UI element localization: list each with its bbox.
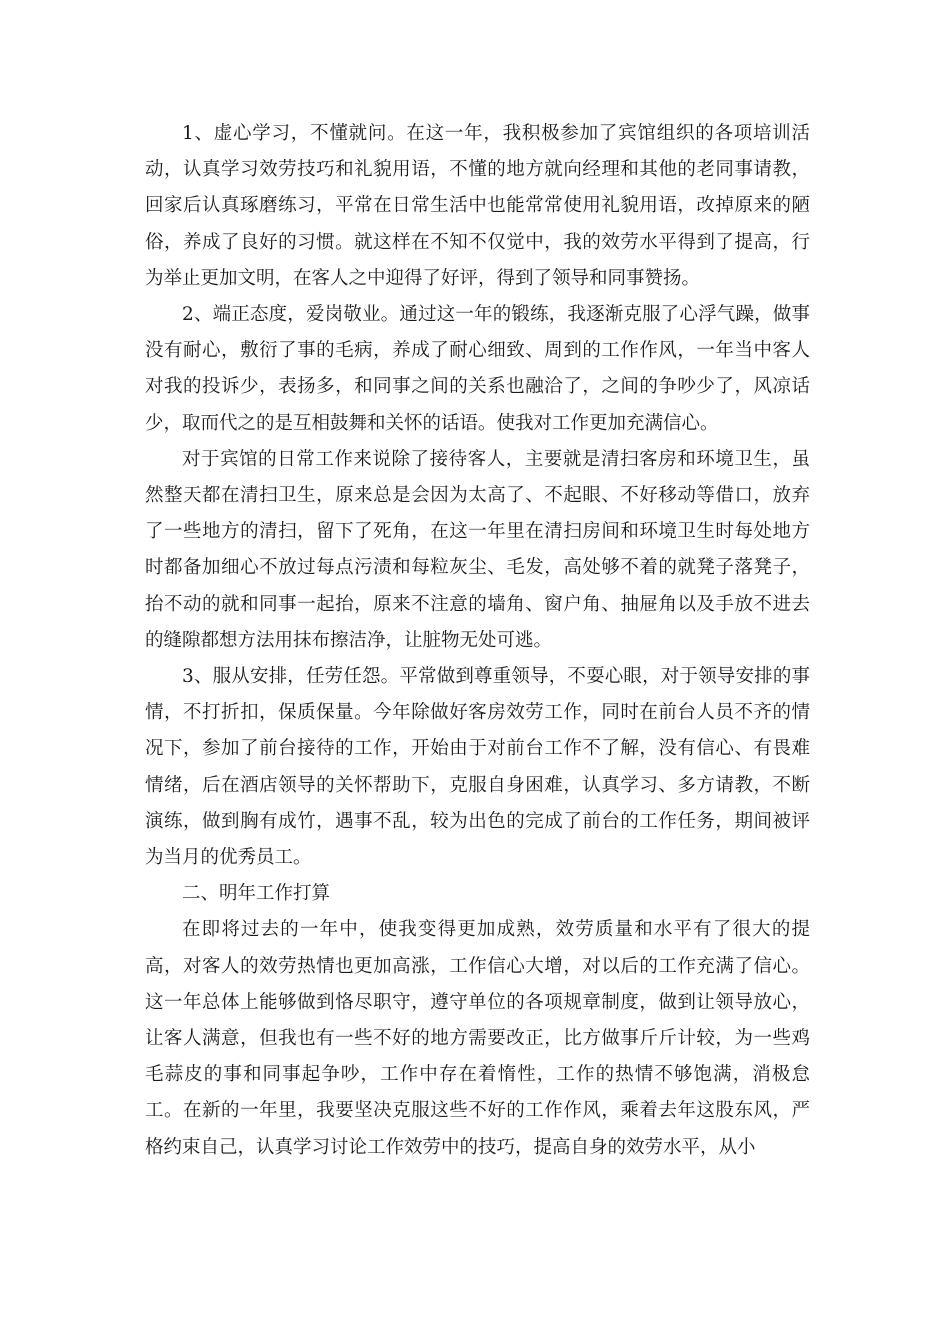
paragraph-daily-cleaning: 对于宾馆的日常工作来说除了接待客人，主要就是清扫客房和环境卫生，虽然整天都在清扫卫生，原来总是会因为太高了、不起眼、不好移动等借口，放弃了一些地方的清扫，留下了死角，在这一年里在清扫房间和环境卫生时每处地方时都备加细心不放过每点污渍和每粒灰尘、毛发，高处够不着的就凳子落凳子，抬不动的就和同事一起抬，原来不注意的墙角、窗户角、抽屉角以及手放不进去的缝隙都想方法用抹布擦洁净，让脏物无处可逃。 bbox=[145, 448, 810, 651]
paragraph-learning: 1、虚心学习，不懂就问。在这一年，我积极参加了宾馆组织的各项培训活动，认真学习效劳技巧和礼貌用语，不懂的地方就向经理和其他的老同事请教，回家后认真琢磨练习，平常在日常生活中也能常常使用礼貌用语，改掉原来的陋俗，养成了良好的习惯。就这样在不知不仅觉中，我的效劳水平得到了提高，行为举止更加文明，在客人之中迎得了好评，得到了领导和同事赞扬。 bbox=[145, 123, 810, 289]
paragraph-attitude: 2、端正态度，爱岗敬业。通过这一年的锻练，我逐渐克服了心浮气躁，做事没有耐心，敷衍了事的毛病，养成了耐心细致、周到的工作作风，一年当中客人对我的投诉少，表扬多，和同事之间的关系也融洽了，之间的争吵少了，风凉话少，取而代之的是互相鼓舞和关怀的话语。使我对工作更加充满信心。 bbox=[145, 304, 810, 434]
paragraph-obedience: 3、服从安排，任劳任怨。平常做到尊重领导，不耍心眼，对于领导安排的事情，不打折扣，保质保量。今年除做好客房效劳工作，同时在前台人员不齐的情况下，参加了前台接待的工作，开始由于对前台工作不了解，没有信心、有畏难情绪，后在酒店领导的关怀帮助下，克服自身困难，认真学习、多方请教，不断演练，做到胸有成竹，遇事不乱，较为出色的完成了前台的工作任务，期间被评为当月的优秀员工。 bbox=[145, 666, 810, 869]
section-heading-next-year-plan: 二、明年工作打算 bbox=[182, 883, 331, 905]
paragraph-next-year: 在即将过去的一年中，使我变得更加成熟，效劳质量和水平有了很大的提高，对客人的效劳热情也更加高涨，工作信心大增，对以后的工作充满了信心。这一年总体上能够做到恪尽职守，遵守单位的各项规章制度，做到让领导放心，让客人满意，但我也有一些不好的地方需要改正，比方做事斤斤计较，为一些鸡毛蒜皮的事和同事起争吵，工作中存在着惰性，工作的热情不够饱满，消极怠工。在新的一年里，我要坚决克服这些不好的工作作风，乘着去年这股东风，严格约束自己，认真学习讨论工作效劳中的技巧，提高自身的效劳水平，从小 bbox=[145, 919, 810, 1158]
document-body bbox=[145, 116, 810, 1166]
